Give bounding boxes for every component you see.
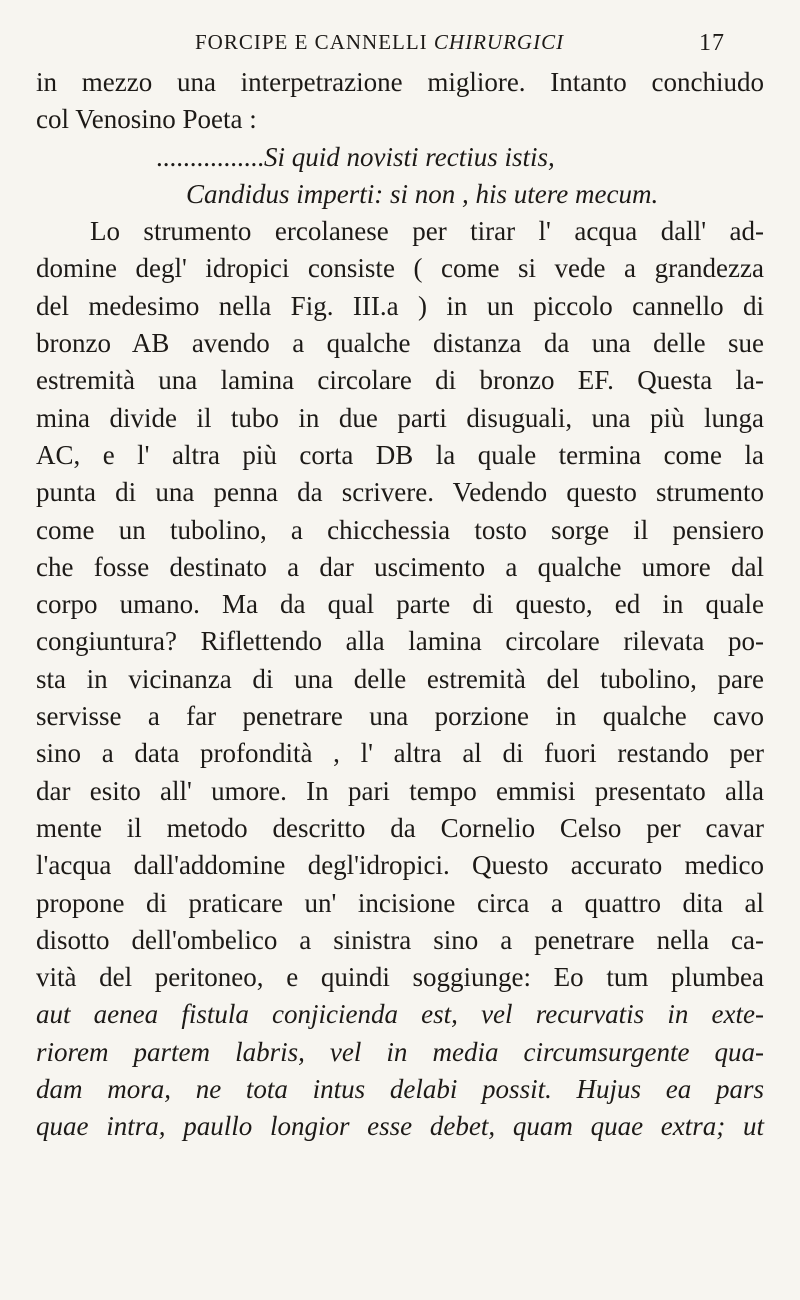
text-line: propone di praticare un' incisione circa a quattro dita al [36,887,764,918]
text-line: domine degl' idropici consiste ( come si vede a grandezza [36,253,764,284]
text-line: servisse a far penetrare una porzione in qualche cavo [36,701,764,732]
text-line: punta di una penna da scrivere. Vedendo questo strumento [36,477,764,508]
page-number: 17 [699,30,725,56]
text-line: dam mora, ne tota intus delabi possit. Hujus ea pars [36,1074,764,1105]
text-line: AC, e l' altra più corta DB la quale termina come la [36,439,764,470]
running-header [195,30,725,60]
text-line: col Venosino Poeta : [36,104,257,135]
body-text [36,64,764,1146]
text-line: in mezzo una interpetrazione migliore. Intanto conchiudo [36,67,764,97]
verse-dots: ................ [156,141,264,172]
verse-line: Candidus imperti: si non , his utere mecum. [186,178,659,209]
text-line: del medesimo nella Fig. III.a ) in un piccolo cannello di [36,290,764,321]
text-line: disotto dell'ombelico a sinistra sino a penetrare nella ca- [36,924,764,955]
text-line: sta in vicinanza di una delle estremità del tubolino, pare [36,663,764,694]
text-line: quae intra, paullo longior esse debet, quam quae extra; ut [36,1111,764,1142]
text-line: corpo umano. Ma da qual parte di questo, ed in quale [36,589,764,620]
text-line: mina divide il tubo in due parti disuguali, una più lunga [36,402,764,433]
text-line: che fosse destinato a dar uscimento a qualche umore dal [36,551,764,582]
text-line: sino a data profondità , l' altra al di fuori restando per [36,738,764,769]
verse-line: ................Si quid novisti rectius istis, [156,141,555,172]
text-line: Lo strumento ercolanese per tirar l' acqua dall' ad- [90,216,764,247]
text-line: aut aenea fistula conjicienda est, vel recurvatis in exte- [36,999,764,1030]
text-line: l'acqua dall'addomine degl'idropici. Questo accurato medico [36,850,764,881]
text-line: come un tubolino, a chicchessia tosto sorge il pensiero [36,514,764,545]
text-line: congiuntura? Riflettendo alla lamina circolare rilevata po- [36,626,764,657]
text-line: vità del peritoneo, e quindi soggiunge: Eo tum plumbea [36,962,764,993]
running-title: FORCIPE E CANNELLI CHIRURGICI [195,30,565,54]
text-line: estremità una lamina circolare di bronzo EF. Questa la- [36,365,764,396]
text-line: mente il metodo descritto da Cornelio Celso per cavar [36,812,764,843]
text-line: dar esito all' umore. In pari tempo emmisi presentato alla [36,775,764,806]
text-line: riorem partem labris, vel in media circumsurgente qua- [36,1036,764,1067]
text-line: bronzo AB avendo a qualche distanza da una delle sue [36,328,764,359]
